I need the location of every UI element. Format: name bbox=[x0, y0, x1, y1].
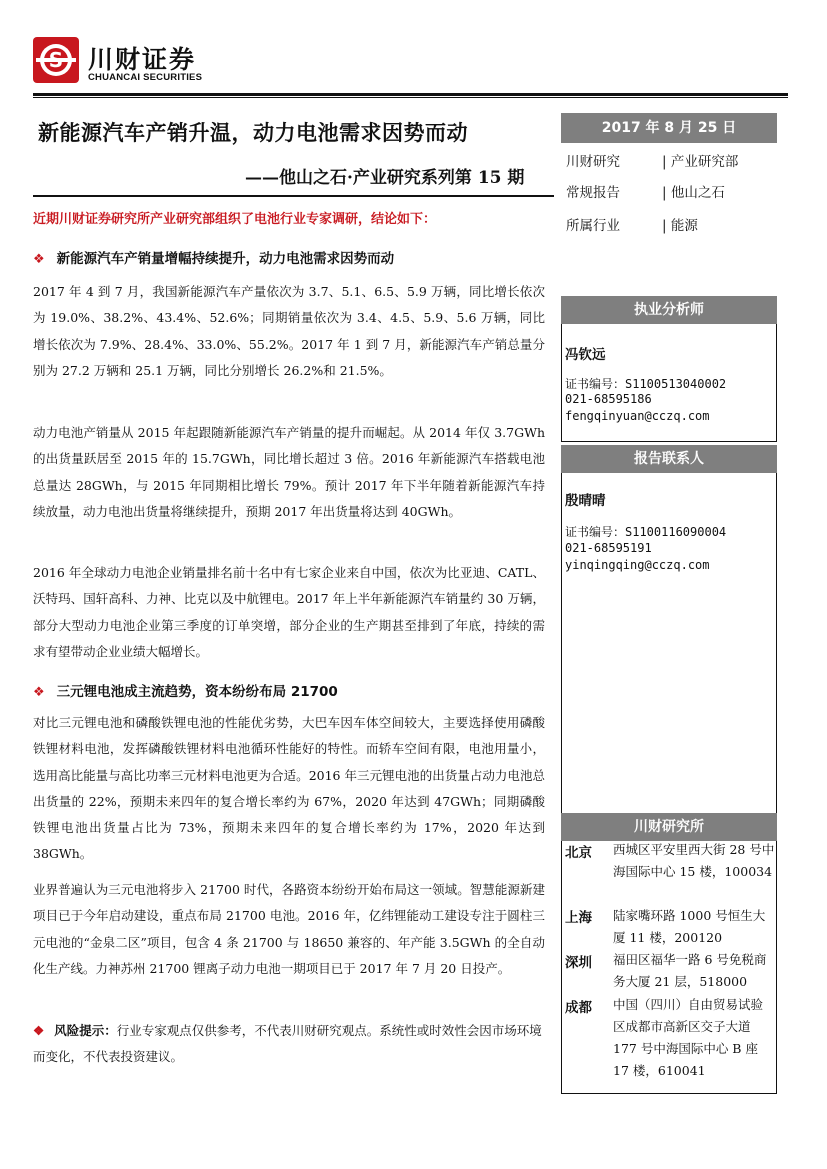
institute-header: 川财研究所 bbox=[561, 813, 777, 841]
contact-email[interactable]: yinqingqing@cczq.com bbox=[565, 558, 710, 572]
analyst-phone: 021-68595186 bbox=[565, 392, 652, 406]
meta-row: 川财研究 | 产业研究部 bbox=[566, 154, 739, 170]
office-address: 陆家嘴环路 1000 号恒生大厦 11 楼，200120 bbox=[613, 908, 766, 945]
diamond-bullet-icon: ❖ bbox=[33, 1023, 45, 1038]
paragraph: 对比三元锂电池和磷酸铁锂电池的性能优劣势，大巴车因车体空间较大，主要选择使用磷酸铁锂材料电池，发挥磷酸铁锂材料电池循环性能好的特性。而轿车空间有限，电池用量小，选用高比能量与高比功率三元材料电池更为合适。2016 年三元锂电池的出货量占动力电池总出货量的 22%，预期未来四年的复合增长率约为 67%，2020 年达到 47GWh；同期磷酸铁锂电池出货量占比为 73%，预期未来四年的复合增长率约为 17%，2020 年达到 38GWh。 bbox=[33, 715, 545, 862]
logo-glyph: S bbox=[48, 48, 64, 72]
meta-row: 所属行业 | 能源 bbox=[566, 218, 698, 234]
report-subtitle: ——他山之石·产业研究系列第 15 期 bbox=[245, 168, 525, 188]
office-city: 北京 bbox=[565, 845, 592, 861]
office-address: 西城区平安里西大街 28 号中海国际中心 15 楼，100034 bbox=[613, 842, 775, 879]
section-heading: ❖ 新能源汽车产销量增幅持续提升，动力电池需求因势而动 bbox=[33, 251, 395, 267]
header-rule bbox=[33, 93, 788, 96]
contact-phone: 021-68595191 bbox=[565, 541, 652, 555]
paragraph: 2016 年全球动力电池企业销量排名前十名中有七家企业来自中国，依次为比亚迪、CATL、沃特玛、国轩高科、力神、比克以及中航锂电。2017 年上半年新能源汽车销量约 30 万辆，部分大型动力电池企业第三季度的订单突增，部分企业的生产期甚至排到了年底，持续的需求有望带动企业业绩大幅增长。 bbox=[33, 565, 545, 659]
analyst-email[interactable]: fengqinyuan@cczq.com bbox=[565, 409, 710, 423]
office-city: 上海 bbox=[565, 910, 592, 926]
paragraph: 动力电池产销量从 2015 年起跟随新能源汽车产销量的提升而崛起。从 2014 年仅 3.7GWh 的出货量跃居至 2015 年的 15.7GWh，同比增长超过 3 倍。2016 年新能源汽车搭载电池总量达 28GWh，与 2015 年同期相比增长 79%。预计 2017 年下半年随着新能源汽车持续放量，动力电池出货量将继续提升，预期 2017 年出货量将达到 40GWh。 bbox=[33, 425, 545, 519]
office-city: 成都 bbox=[565, 1000, 592, 1016]
intro-text: 近期川财证券研究所产业研究部组织了电池行业专家调研，结论如下： bbox=[33, 212, 437, 227]
company-name-cn: 川财证券 bbox=[88, 45, 197, 74]
header-rule-thin bbox=[33, 97, 788, 98]
office-address: 福田区福华一路 6 号免税商务大厦 21 层，518000 bbox=[613, 952, 767, 989]
contact-cert: 证书编号：S1100116090004 bbox=[565, 525, 727, 539]
office-address: 中国（四川）自由贸易试验区成都市高新区交子大道 177 号中海国际中心 B 座 17 楼，610041 bbox=[613, 997, 764, 1078]
risk-note bbox=[33, 1018, 545, 1070]
paragraph: 业界普遍认为三元电池将步入 21700 时代，各路资本纷纷开始布局这一领域。智慧能源新建项目已于今年启动建设，重点布局 21700 电池。2016 年，亿纬锂能动工建设专注于圆柱三元电池的“金泉二区”项目，包含 4 条 21700 与 18650 兼容的、年产能 3.5GWh 的全自动化生产线。力神苏州 21700 锂离子动力电池一期项目已于 2017 年 7 月 20 日投产。 bbox=[33, 882, 545, 976]
diamond-bullet-icon: ❖ bbox=[33, 685, 45, 700]
analyst-cert: 证书编号：S1100513040002 bbox=[565, 377, 727, 391]
title-rule bbox=[33, 195, 554, 197]
analyst-name: 冯钦远 bbox=[565, 347, 606, 363]
meta-row: 常规报告 | 他山之石 bbox=[566, 185, 725, 201]
contact-header: 报告联系人 bbox=[561, 445, 777, 473]
company-name-en: CHUANCAI SECURITIES bbox=[88, 72, 203, 83]
diamond-bullet-icon: ❖ bbox=[33, 252, 45, 267]
risk-label: 风险提示： bbox=[54, 1023, 117, 1038]
section-heading: ❖ 三元锂电池成主流趋势，资本纷纷布局 21700 bbox=[33, 684, 338, 700]
paragraph: 2017 年 4 到 7 月，我国新能源汽车产量依次为 3.7、5.1、6.5、5.9 万辆，同比增长依次为 19.0%、38.2%、43.4%、52.6%；同期销量依次为 3.4、4.5、5.9、5.6 万辆，同比增长依次为 7.9%、28.4%、33.0%、55.2%。2017 年 1 到 7 月，新能源汽车产销总量分别为 27.2 万辆和 25.1 万辆，同比分别增长 26.2%和 21.5%。 bbox=[33, 284, 545, 378]
analyst-header: 执业分析师 bbox=[561, 296, 777, 324]
office-city: 深圳 bbox=[565, 955, 592, 971]
report-title: 新能源汽车产销升温，动力电池需求因势而动 bbox=[38, 120, 468, 145]
contact-name: 殷晴晴 bbox=[565, 493, 606, 509]
risk-text: 行业专家观点仅供参考，不代表川财研究观点。系统性或时效性会因市场环境而变化，不代表投资建议。 bbox=[33, 1023, 542, 1064]
company-logo bbox=[33, 37, 79, 83]
report-date: 2017 年 8 月 25 日 bbox=[561, 113, 777, 143]
